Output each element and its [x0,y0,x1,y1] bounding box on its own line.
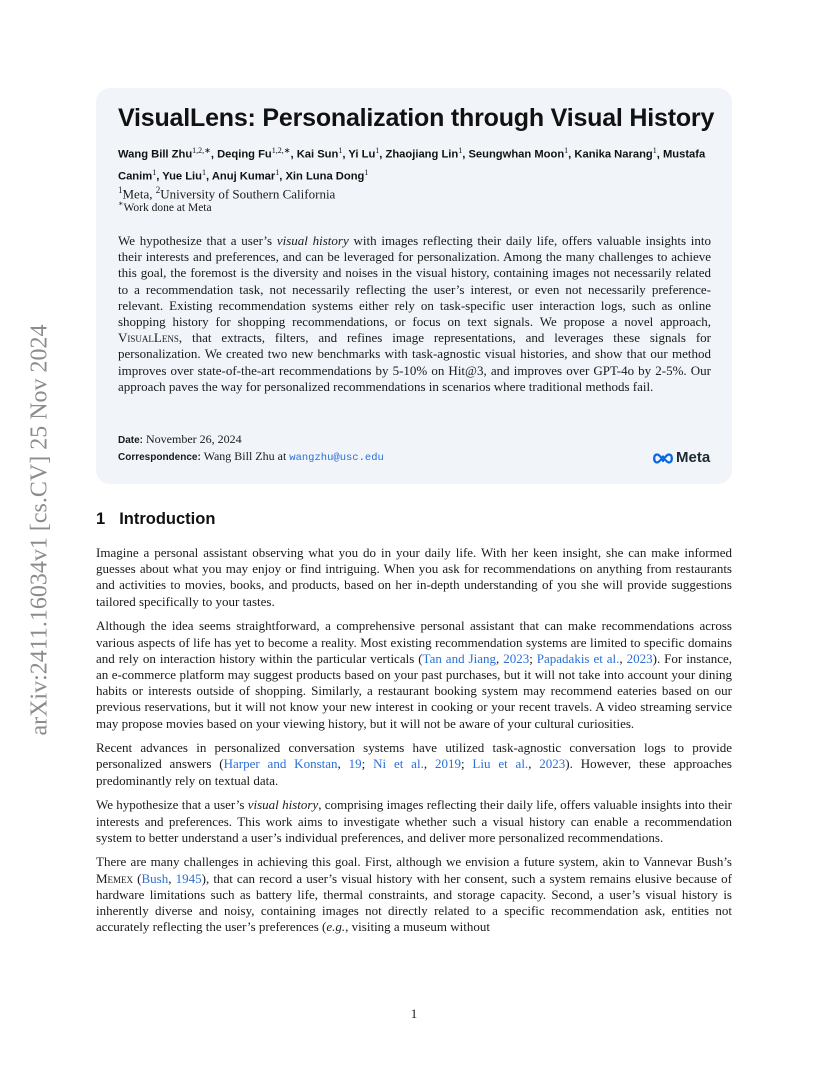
text-run: ), that can record a user’s visual history with her consent, such a system remains elusive because of hardware limitations such as battery life, thermal constraints, and storage capacity. Second, a user’s visual history is inherently diverse and noisy, containing images not directly related to a specific recommendation ask, entities not accurately reflecting the user’s preferences ( [96,870,732,935]
author-name: Yue Liu [162,170,203,183]
author-list: Wang Bill Zhu$^{1,2,∗}$, Deqing $Fu^{1,2,∗}$, Kai Sun$^1$, Yi Lu$^1$, Zhaojiang Lin$^1$, Seungwhan Moon$^1$, Kanika Narang$^1$, Mustafa Canim$^1$, Yue Liu$^1$, Anuj Kumar$^1$, Xin Luna Dong$^1$ [118,146,706,183]
text-run: , [619,650,627,666]
affiliation-marker-2: 2 [155,185,161,195]
author-name: Yi Lu [348,148,376,161]
text-run: ; [460,756,473,772]
text-run: , [168,870,176,886]
date-value: November 26, 2024 [146,432,242,446]
affiliation-meta: Meta, [122,186,156,202]
text-run: ). However, these approaches predominantly rely on textual data. [96,756,732,788]
body-paragraph [96,740,732,789]
paper-title: VisualLens: Personalization through Visual History [118,104,715,132]
citation-link[interactable]: 2023 [503,650,530,666]
text-run: , [528,756,540,772]
text-run: ; [529,650,537,666]
abstract: We hypothesize that a user’s visual history with images reflecting their daily life, offers valuable insights into their interests and preferences, and can be leveraged for personalization. Among the many challenges to achieve this goal, the foremost is the diversity and noises in the visual history, containing images not necessarily related to a recommendation task, not necessarily reflecting the user’s interest, or even not necessarily preference-relevant. Existing recommendation systems either rely on task-specific user interaction logs, such as online shopping history for shopping recommendations, or focus on text signals. We propose a novel approach, VisualLens, that extracts, filters, and refines image representations, and leverages these signals for personalization. We created two new benchmarks with task-agnostic visual histories, and show that our method improves over state-of-the-art recommendations by 5-10% on Hit@3, and improves over GPT-4o by 2-5%. Our approach paves the way for personalized recommendations in scenarios where traditional methods fail. [118,233,712,394]
small-caps-text: Memex [96,870,134,886]
note-text: Work done at Meta [123,201,212,214]
body-paragraph [96,854,732,935]
citation-link[interactable]: Bush [141,870,169,886]
section-title-text: Introduction [119,510,216,528]
body-paragraph [96,618,732,731]
author-affiliation-marker: 1 [458,146,463,155]
correspondence-value: Wang Bill Zhu at [203,449,290,463]
citation-link[interactable]: Tan and Jiang [422,650,496,666]
text-run: , visiting a museum without [345,919,490,935]
author-affiliation-marker: 1 [275,167,280,177]
author-name: Mustafa Canim [118,148,706,183]
emphasis-text: e.g. [326,919,346,935]
text-run: , comprising images reflecting their daily life, offers valuable insights into their interests and preferences. This work aims to investigate whether such a visual history can enable a recommendation system to better understand a user’s individual preferences, and deliver more personalized recommendations. [96,797,733,845]
email-link[interactable]: wangzhu@usc.edu [289,452,384,464]
author-affiliation-marker: 1,2,∗ [271,146,291,155]
citation-link[interactable]: Harper and Konstan [223,756,338,772]
author-affiliation-marker: 1 [652,146,657,155]
page-number: 1 [410,1006,418,1021]
affiliation-usc: University of Southern California [160,186,336,202]
text-run: Recent advances in personalized conversation systems have utilized task-agnostic conversation logs to provide personalized answers ( [96,740,732,772]
abstract-emphasis: visual history [276,233,349,248]
text-run: ; [361,756,374,772]
author-affiliation-marker: 1 [364,167,369,177]
author-name: Kanika Narang [574,148,653,161]
author-affiliation-marker: 1 [375,146,380,155]
text-run: ). For instance, an e-commerce platform may suggest products based on your past purchases, but it will not take into account your dining habits or interests outside of shopping. Similarly, a restaurant booking system may recommend eateries based on our previous reservations, but it will not know your new interest in cooking or your recent travels. A video streaming service may propose movies based on your viewing history, but it will not be aware of your cultural curiosities. [96,650,733,731]
affiliation-marker-1: 1 [118,185,123,195]
author-affiliation-marker: 1 [338,146,343,155]
author-affiliation-marker: 1 [202,167,207,177]
date-label: Date: [118,435,144,446]
body-paragraph [96,797,732,846]
text-run: , [337,756,349,772]
author-affiliation-marker: 1 [564,146,569,155]
equal-contribution-note [118,199,212,214]
note-marker: ∗ [118,199,124,208]
section-number: 1 [96,510,106,528]
author-name: Kai Sun [296,148,339,161]
arxiv-identifier: arXiv:2411.16034v1 [cs.CV] 25 Nov 2024 [26,324,53,736]
author-affiliation-marker: 1,2,∗ [192,146,211,155]
author-name: Anuj Kumar [211,170,276,183]
citation-link[interactable]: 2023 [626,650,653,666]
text-run: , [423,756,435,772]
meta-infinity-icon [652,451,674,465]
author-name: Deqing Fu [217,148,272,161]
meta-logo [652,449,710,466]
text-run: Although the idea seems straightforward, a comprehensive personal assistant that can make recommendations across various aspects of life has yet to become a reality. Most existing recommendation systems are limited to specific domains and rely on interaction history within the particular verticals ( [96,618,732,666]
arxiv-side-stamp [20,280,60,780]
section-heading [96,510,215,529]
citation-link[interactable]: Papadakis et al. [536,650,620,666]
text-run: , [495,650,504,666]
citation-link[interactable]: 2019 [434,756,461,772]
introduction-body [96,545,732,944]
citation-link[interactable]: 2023 [539,756,566,772]
author-name: Wang Bill Zhu [118,148,193,161]
author-name: Zhaojiang Lin [385,148,459,161]
text-run: We hypothesize that a user’s [96,797,248,813]
citation-link[interactable]: Ni et al. [373,756,424,772]
citation-link[interactable]: Liu et al. [472,756,529,772]
body-paragraph [96,545,732,610]
citation-link[interactable]: 1945 [175,870,202,886]
text-run: ( [133,870,142,886]
correspondence-label: Correspondence: [118,452,201,463]
author-name: Seungwhan Moon [468,148,565,161]
meta-logo-text: Meta [676,449,711,466]
date-line [118,432,242,447]
emphasis-text: visual history [247,797,319,813]
text-run: There are many challenges in achieving this goal. First, although we envision a future system, akin to Vannevar Bush’s [96,854,732,870]
correspondence-line [118,449,384,464]
citation-link[interactable]: 19 [348,756,362,772]
author-name: Xin Luna Dong [285,170,365,183]
author-affiliation-marker: 1 [152,167,157,177]
text-run: Imagine a personal assistant observing what you do in your daily life. With her keen insight, she can make informed guesses about what you may enjoy or find intriguing. When you ask for recommendations on anything from restaurants and activities to movies, books, and products, based on her in-depth understanding of you she will provide suggestions tailored specifically to your tastes. [96,545,732,609]
method-name: VisualLens [118,330,179,346]
